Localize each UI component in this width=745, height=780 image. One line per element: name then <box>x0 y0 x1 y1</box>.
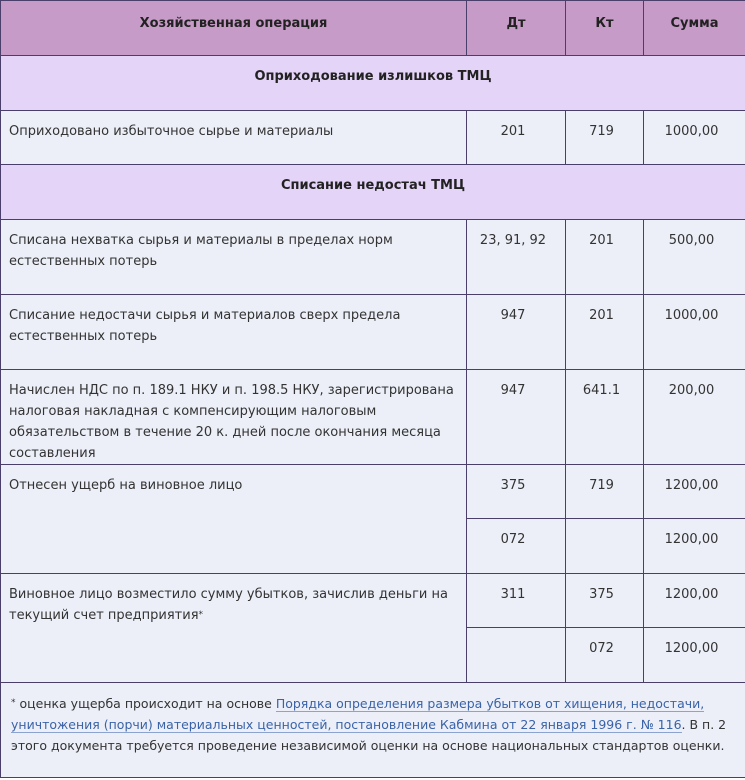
sum-cell: 1200,00 <box>644 628 745 683</box>
table-row <box>1 574 745 628</box>
sum-cell: 500,00 <box>644 220 745 295</box>
dt-cell: 201 <box>467 111 566 165</box>
footnote-star: * <box>11 698 16 708</box>
dt-cell: 947 <box>467 295 566 370</box>
header-row <box>1 1 745 56</box>
footnote-row <box>1 683 745 778</box>
footnote <box>1 683 745 778</box>
header-dt: Дт <box>467 1 566 56</box>
dt-cell: 311 <box>467 574 566 628</box>
dt-cell <box>467 628 566 683</box>
operation-cell: Начислен НДС по п. 189.1 НКУ и п. 198.5 НКУ, зарегистрирована налоговая накладная с компенсирующим налоговым обязательством в течение 20 к. дней после окончания месяца составления <box>1 370 467 465</box>
regulation-link[interactable]: Порядка определения размера убытков от хищения, недостачи, уничтожения (порчи) материальных ценностей, постановление Кабмина от 22 января 1996 г. № 116 <box>11 696 705 732</box>
sum-cell: 1200,00 <box>644 519 745 574</box>
dt-cell: 072 <box>467 519 566 574</box>
kt-cell: 641.1 <box>566 370 644 465</box>
footnote-mark: * <box>198 610 204 620</box>
sum-cell: 1200,00 <box>644 465 745 519</box>
sum-cell: 1200,00 <box>644 574 745 628</box>
operation-cell <box>1 574 467 683</box>
operation-cell: Списание недостачи сырья и материалов сверх предела естественных потерь <box>1 295 467 370</box>
table-row <box>1 220 745 295</box>
operation-cell: Списана нехватка сырья и материалы в пределах норм естественных потерь <box>1 220 467 295</box>
header-kt: Кт <box>566 1 644 56</box>
kt-cell: 719 <box>566 111 644 165</box>
section-title: Списание недостач ТМЦ <box>1 165 745 220</box>
table-row <box>1 111 745 165</box>
kt-cell: 072 <box>566 628 644 683</box>
table-row <box>1 370 745 465</box>
sum-cell: 1000,00 <box>644 295 745 370</box>
header-sum: Сумма <box>644 1 745 56</box>
operation-cell: Оприходовано избыточное сырье и материалы <box>1 111 467 165</box>
sum-cell: 1000,00 <box>644 111 745 165</box>
kt-cell: 201 <box>566 295 644 370</box>
dt-cell: 375 <box>467 465 566 519</box>
kt-cell: 201 <box>566 220 644 295</box>
section-shortage <box>1 165 745 220</box>
dt-cell: 23, 91, 92 <box>467 220 566 295</box>
section-surplus <box>1 56 745 111</box>
footnote-text-before: оценка ущерба происходит на основе <box>15 696 276 711</box>
table-row <box>1 465 745 519</box>
header-operation: Хозяйственная операция <box>1 1 467 56</box>
table-row <box>1 295 745 370</box>
kt-cell: 375 <box>566 574 644 628</box>
kt-cell <box>566 519 644 574</box>
sum-cell: 200,00 <box>644 370 745 465</box>
section-title: Оприходование излишков ТМЦ <box>1 56 745 111</box>
dt-cell: 947 <box>467 370 566 465</box>
kt-cell: 719 <box>566 465 644 519</box>
operation-cell: Отнесен ущерб на виновное лицо <box>1 465 467 574</box>
footnote-text-after: . В п. 2 этого документа требуется проведение независимой оценки на основе национальных стандартов оценки. <box>11 717 727 753</box>
operation-text: Виновное лицо возместило сумму убытков, зачислив деньги на текущий счет предприятия <box>9 587 448 623</box>
